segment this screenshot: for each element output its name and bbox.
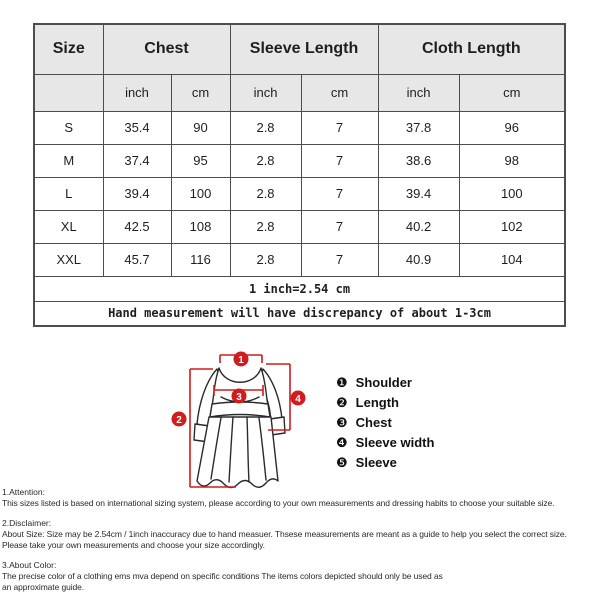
value-cell: 40.2: [378, 210, 459, 243]
value-cell: 7: [301, 177, 378, 210]
table-row: [34, 144, 565, 177]
legend-label: Sleeve width: [355, 435, 435, 450]
circled-number-icon: ❹: [336, 434, 348, 450]
dress-outline: [194, 368, 285, 488]
conversion-note: 1 inch=2.54 cm: [34, 276, 565, 301]
header-cloth-length: Cloth Length: [378, 24, 565, 74]
about-color-section: [2, 560, 599, 593]
value-cell: 2.8: [230, 177, 301, 210]
value-cell: 96: [459, 111, 565, 144]
header-size: Size: [34, 24, 103, 74]
header-chest: Chest: [103, 24, 230, 74]
unit-cell: inch: [378, 74, 459, 111]
value-cell: 90: [171, 111, 230, 144]
value-cell: 2.8: [230, 144, 301, 177]
size-chart-table: [33, 23, 566, 327]
legend-label: Chest: [355, 415, 392, 430]
table-row: [34, 111, 565, 144]
value-cell: 100: [459, 177, 565, 210]
note-title: 1.Attention:: [2, 487, 46, 497]
circled-number-icon: ❶: [336, 374, 348, 390]
value-cell: 98: [459, 144, 565, 177]
value-cell: 42.5: [103, 210, 171, 243]
legend-label: Length: [355, 395, 399, 410]
unit-cell: cm: [459, 74, 565, 111]
note-line: Please take your own measurements and choose your size accordingly.: [2, 540, 265, 550]
marker-number: 3: [236, 391, 242, 403]
marker-number: 1: [238, 354, 244, 366]
legend-label: Shoulder: [355, 375, 412, 390]
measure-line-shoulder: [220, 352, 262, 367]
measurement-legend: [336, 373, 434, 473]
table-header-row: [34, 24, 565, 74]
circled-number-icon: ❷: [336, 394, 348, 410]
table-row: [34, 210, 565, 243]
discrepancy-note-row: [34, 301, 565, 326]
value-cell: 2.8: [230, 243, 301, 276]
value-cell: 7: [301, 111, 378, 144]
value-cell: 40.9: [378, 243, 459, 276]
note-line: About Size: Size may be 2.54cm / 1inch inaccuracy due to hand measuer. Thsese measurements are meant as a guide to help you select the correct size.: [2, 529, 567, 539]
value-cell: 100: [171, 177, 230, 210]
discrepancy-note: Hand measurement will have discrepancy of about 1-3cm: [34, 301, 565, 326]
value-cell: 102: [459, 210, 565, 243]
table-row: [34, 177, 565, 210]
note-line: This sizes listed is based on international sizing system, please according to your own measurements and dressing habits to choose your suitable size.: [2, 498, 555, 508]
value-cell: 108: [171, 210, 230, 243]
value-cell: 37.4: [103, 144, 171, 177]
legend-item: [336, 373, 434, 392]
legend-item: [336, 413, 434, 432]
unit-blank-cell: [34, 74, 103, 111]
value-cell: 37.8: [378, 111, 459, 144]
header-sleeve-length: Sleeve Length: [230, 24, 378, 74]
legend-item: [336, 433, 434, 452]
marker-number: 4: [295, 393, 301, 405]
dress-measurement-diagram: [138, 340, 322, 494]
unit-cell: cm: [301, 74, 378, 111]
table-unit-row: [34, 74, 565, 111]
value-cell: 38.6: [378, 144, 459, 177]
legend-label: Sleeve: [355, 455, 397, 470]
value-cell: 45.7: [103, 243, 171, 276]
size-cell: M: [34, 144, 103, 177]
value-cell: 39.4: [103, 177, 171, 210]
legend-item: [336, 393, 434, 412]
note-title: 2.Disclaimer:: [2, 518, 52, 528]
value-cell: 35.4: [103, 111, 171, 144]
note-title: 3.About Color:: [2, 560, 57, 570]
size-cell: S: [34, 111, 103, 144]
disclaimer-section: [2, 518, 599, 551]
value-cell: 7: [301, 210, 378, 243]
attention-section: [2, 487, 599, 509]
note-line: The precise color of a clothing ems mva depend on specific conditions The items colors depicted should only be used as: [2, 571, 443, 581]
size-cell: L: [34, 177, 103, 210]
value-cell: 2.8: [230, 111, 301, 144]
circled-number-icon: ❸: [336, 414, 348, 430]
table-row: [34, 243, 565, 276]
value-cell: 39.4: [378, 177, 459, 210]
unit-cell: cm: [171, 74, 230, 111]
value-cell: 116: [171, 243, 230, 276]
value-cell: 7: [301, 144, 378, 177]
value-cell: 95: [171, 144, 230, 177]
conversion-note-row: [34, 276, 565, 301]
unit-cell: inch: [230, 74, 301, 111]
note-line: an approximate guide.: [2, 582, 85, 592]
circled-number-icon: ❺: [336, 454, 348, 470]
size-cell: XXL: [34, 243, 103, 276]
value-cell: 104: [459, 243, 565, 276]
value-cell: 7: [301, 243, 378, 276]
unit-cell: inch: [103, 74, 171, 111]
legend-item: [336, 453, 434, 472]
footnotes: [2, 487, 599, 600]
size-cell: XL: [34, 210, 103, 243]
marker-number: 2: [176, 414, 182, 426]
value-cell: 2.8: [230, 210, 301, 243]
